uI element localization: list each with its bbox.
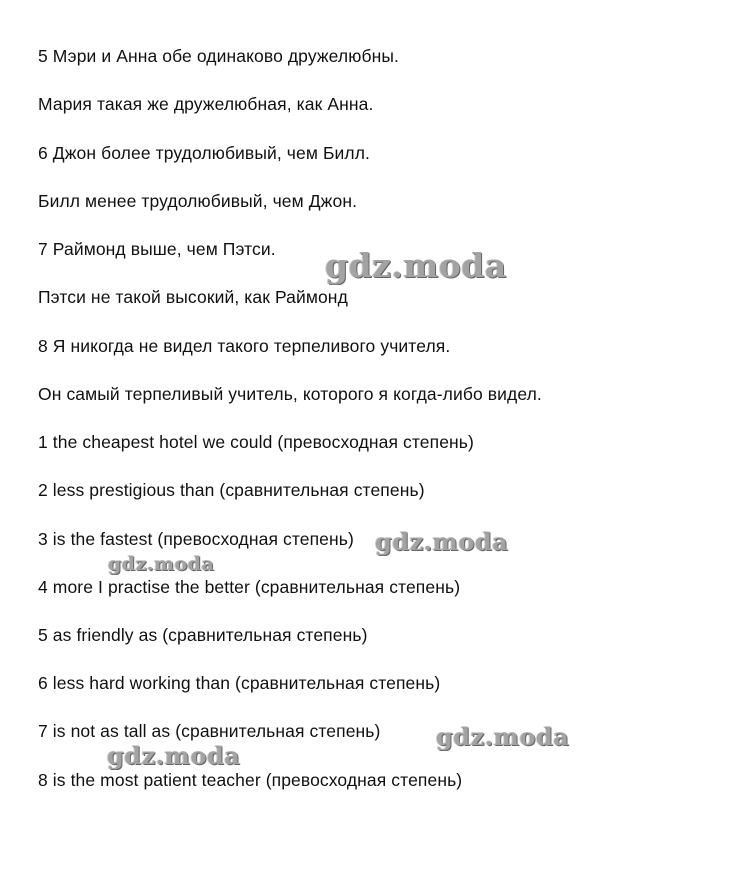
text-line: Он самый терпеливый учитель, которого я когда-либо видел. (38, 384, 542, 404)
text-line: 7 Раймонд выше, чем Пэтси. (38, 239, 276, 259)
text-line: 7 is not as tall as (сравнительная степень) (38, 721, 381, 741)
text-line: 4 more I practise the better (сравнительная степень) (38, 577, 461, 597)
text-line: 6 Джон более трудолюбивый, чем Билл. (38, 143, 370, 163)
text-line: Билл менее трудолюбивый, чем Джон. (38, 191, 358, 211)
watermark: gdz.moda (325, 246, 507, 285)
text-line: 8 Я никогда не видел такого терпеливого учителя. (38, 336, 451, 356)
watermark: gdz.moda (108, 553, 215, 575)
text-line: Мария такая же дружелюбная, как Анна. (38, 94, 374, 114)
text-line: 6 less hard working than (сравнительная степень) (38, 673, 441, 693)
watermark: gdz.moda (107, 741, 241, 770)
watermark: gdz.moda (375, 527, 509, 556)
text-line: 2 less prestigious than (сравнительная степень) (38, 480, 425, 500)
text-line: 5 as friendly as (сравнительная степень) (38, 625, 368, 645)
text-line: 8 is the most patient teacher (превосходная степень) (38, 770, 463, 790)
text-line: 5 Мэри и Анна обе одинаково дружелюбны. (38, 46, 399, 66)
text-line: Пэтси не такой высокий, как Раймонд (38, 287, 348, 307)
text-line: 3 is the fastest (превосходная степень) (38, 529, 354, 549)
text-line: 1 the cheapest hotel we could (превосходная степень) (38, 432, 474, 452)
watermark: gdz.moda (436, 722, 570, 751)
